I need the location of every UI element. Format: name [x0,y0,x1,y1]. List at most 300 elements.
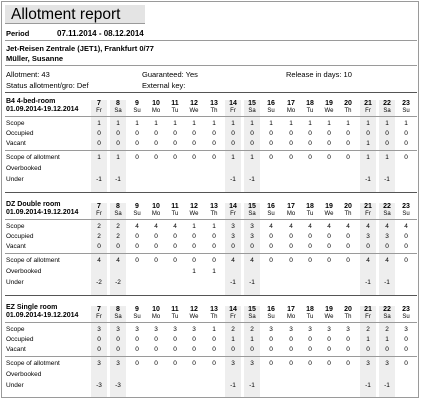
value-cell: 1 [192,120,196,127]
value-cell: 0 [192,257,196,264]
value-cell: 0 [308,140,312,147]
day-number: 12 [190,306,198,313]
value-cell: 4 [366,257,370,264]
value-cell: 3 [97,326,101,333]
value-cell: 0 [289,130,293,137]
day-name: Fr [96,211,102,217]
value-cell: 0 [135,336,139,343]
value-cell: 1 [385,154,389,161]
value-cell: 0 [97,243,101,250]
value-cell: 1 [192,268,196,275]
value-cell: 3 [135,326,139,333]
value-cell: 0 [289,140,293,147]
value-cell: 0 [404,346,408,353]
period-value: 07.11.2014 - 08.12.2014 [57,29,144,38]
value-cell: 0 [97,140,101,147]
value-cell: 2 [116,233,120,240]
value-cell: -1 [230,382,236,389]
day-number: 9 [135,203,139,210]
divider [5,253,417,254]
day-name: Th [210,211,218,217]
value-cell: 0 [173,140,177,147]
day-name: Su [133,108,141,114]
day-name: We [189,314,199,320]
value-cell: 1 [385,120,389,127]
value-cell: 0 [346,257,350,264]
value-cell: 0 [135,243,139,250]
value-cell: 0 [346,140,350,147]
day-number: 14 [229,203,237,210]
row-label: Under [6,176,24,183]
value-cell: 0 [250,346,254,353]
value-cell: 1 [231,154,235,161]
value-cell: 0 [404,360,408,367]
value-cell: 3 [97,360,101,367]
value-cell: 4 [385,223,389,230]
value-cell: 1 [289,120,293,127]
value-cell: 0 [192,233,196,240]
value-cell: 4 [308,223,312,230]
value-cell: 0 [154,360,158,367]
day-number: 18 [306,306,314,313]
value-cell: 0 [135,346,139,353]
value-cell: 2 [116,223,120,230]
value-cell: 1 [212,268,216,275]
day-name: Fr [230,314,236,320]
value-cell: 0 [135,360,139,367]
row-label: Vacant [6,140,26,147]
value-cell: 0 [404,336,408,343]
value-cell: 0 [212,140,216,147]
day-number: 10 [152,100,160,107]
day-name: Sa [248,211,256,217]
day-number: 15 [248,100,256,107]
value-cell: 3 [231,233,235,240]
value-cell: -1 [249,176,255,183]
value-cell: -1 [365,279,371,286]
value-cell: 3 [116,326,120,333]
value-cell: 0 [212,154,216,161]
day-number: 20 [344,306,352,313]
value-cell: 0 [404,243,408,250]
value-cell: 3 [385,233,389,240]
value-cell: 0 [327,257,331,264]
value-cell: 1 [346,120,350,127]
value-cell: 0 [385,243,389,250]
value-cell: 0 [250,243,254,250]
value-cell: 3 [289,326,293,333]
day-name: We [189,211,199,217]
value-cell: 3 [327,326,331,333]
divider [5,322,417,323]
value-cell: 0 [289,233,293,240]
value-cell: 1 [97,120,101,127]
value-cell: 0 [192,336,196,343]
value-cell: 0 [327,154,331,161]
divider [5,150,417,151]
divider [5,116,417,117]
day-name: Fr [230,108,236,114]
allotment-status: Status allotment/gro: Def [6,81,89,90]
value-cell: 1 [173,120,177,127]
value-cell: 0 [289,346,293,353]
value-cell: 4 [154,223,158,230]
day-number: 12 [190,203,198,210]
value-cell: -3 [96,382,102,389]
value-cell: 1 [212,223,216,230]
value-cell: 0 [269,346,273,353]
day-name: Th [210,108,218,114]
value-cell: 3 [366,360,370,367]
value-cell: 0 [97,346,101,353]
day-name: Mo [151,314,161,320]
row-label: Vacant [6,346,26,353]
value-cell: 0 [289,336,293,343]
day-number: 16 [267,203,275,210]
room-section [2,95,419,195]
value-cell: 0 [192,243,196,250]
value-cell: 0 [135,154,139,161]
value-cell: -1 [115,176,121,183]
value-cell: 1 [192,223,196,230]
value-cell: 0 [154,243,158,250]
value-cell: 3 [308,326,312,333]
day-number: 22 [383,100,391,107]
day-number: 13 [210,203,218,210]
value-cell: 0 [404,257,408,264]
section-divider [5,192,417,193]
row-label: Scope [6,120,25,127]
day-name: Sa [114,314,122,320]
value-cell: 0 [308,360,312,367]
day-number: 17 [287,203,295,210]
value-cell: 0 [327,140,331,147]
value-cell: 3 [154,326,158,333]
value-cell: 4 [173,223,177,230]
value-cell: 3 [385,360,389,367]
value-cell: 0 [192,130,196,137]
value-cell: 0 [135,130,139,137]
value-cell: 0 [366,346,370,353]
day-number: 11 [171,203,179,210]
value-cell: 0 [135,257,139,264]
row-label: Scope [6,326,25,333]
value-cell: 1 [269,120,273,127]
value-cell: 0 [116,140,120,147]
value-cell: 0 [212,243,216,250]
value-cell: 0 [269,336,273,343]
value-cell: 0 [346,346,350,353]
company-name: Jet-Reisen Zentrale (JET1), Frankfurt 0/77 [6,44,154,53]
day-name: Sa [114,211,122,217]
value-cell: 1 [250,154,254,161]
value-cell: 3 [346,326,350,333]
value-cell: 0 [154,140,158,147]
day-name: Sa [248,108,256,114]
row-label: Under [6,382,24,389]
value-cell: 0 [308,346,312,353]
value-cell: 0 [327,336,331,343]
day-number: 8 [116,203,120,210]
value-cell: 0 [173,257,177,264]
report-title: Allotment report [11,6,121,23]
value-cell: 1 [366,140,370,147]
day-number: 7 [97,100,101,107]
day-name: Mo [151,108,161,114]
value-cell: 0 [289,257,293,264]
day-number: 18 [306,100,314,107]
value-cell: 0 [97,336,101,343]
day-number: 18 [306,203,314,210]
day-name: We [324,314,334,320]
value-cell: 3 [116,360,120,367]
value-cell: 0 [231,130,235,137]
row-label: Overbooked [6,268,42,275]
day-number: 13 [210,100,218,107]
day-number: 16 [267,306,275,313]
value-cell: 3 [231,360,235,367]
value-cell: 4 [385,257,389,264]
day-number: 15 [248,203,256,210]
value-cell: 1 [366,336,370,343]
day-name: Tu [171,211,179,217]
value-cell: 3 [192,326,196,333]
value-cell: 0 [116,130,120,137]
day-name: Sa [383,314,391,320]
day-number: 19 [325,100,333,107]
value-cell: 0 [269,154,273,161]
value-cell: 1 [135,120,139,127]
value-cell: 0 [404,154,408,161]
value-cell: 0 [212,130,216,137]
release-days: Release in days: 10 [286,70,352,79]
day-number: 7 [97,203,101,210]
day-name: Mo [151,211,161,217]
day-name: Fr [365,314,371,320]
value-cell: 0 [346,130,350,137]
day-number: 10 [152,306,160,313]
room-section [2,198,419,298]
value-cell: 0 [327,346,331,353]
row-label: Overbooked [6,165,42,172]
day-name: Th [344,211,352,217]
row-label: Under [6,279,24,286]
value-cell: 0 [212,257,216,264]
value-cell: 0 [231,243,235,250]
value-cell: 0 [269,360,273,367]
value-cell: 0 [135,140,139,147]
day-number: 17 [287,100,295,107]
value-cell: 0 [289,360,293,367]
day-number: 7 [97,306,101,313]
day-name: We [324,211,334,217]
external-key: External key: [142,81,186,90]
day-name: Sa [383,211,391,217]
value-cell: 0 [212,336,216,343]
value-cell: 0 [173,243,177,250]
value-cell: 4 [231,257,235,264]
room-date-range: 01.09.2014-19.12.2014 [6,312,79,319]
value-cell: 0 [327,130,331,137]
value-cell: 1 [212,120,216,127]
day-number: 23 [402,203,410,210]
divider [5,92,417,93]
value-cell: 0 [231,140,235,147]
value-cell: 0 [154,233,158,240]
value-cell: 0 [269,243,273,250]
value-cell: 2 [97,223,101,230]
day-number: 10 [152,203,160,210]
room-type-name: EZ Single room [6,304,58,311]
value-cell: 0 [289,243,293,250]
day-name: Su [267,211,275,217]
value-cell: 0 [250,140,254,147]
value-cell: 0 [308,243,312,250]
value-cell: -1 [230,176,236,183]
value-cell: 0 [192,140,196,147]
day-name: Th [210,314,218,320]
day-name: Su [267,314,275,320]
value-cell: 0 [385,130,389,137]
value-cell: 1 [250,120,254,127]
divider [5,356,417,357]
guaranteed-status: Guaranteed: Yes [142,70,198,79]
day-number: 9 [135,100,139,107]
value-cell: 1 [366,120,370,127]
contact-person: Müller, Susanne [6,54,64,63]
day-number: 9 [135,306,139,313]
day-name: Mo [286,211,296,217]
value-cell: 0 [154,257,158,264]
day-name: We [189,108,199,114]
row-label: Occupied [6,336,34,343]
day-number: 8 [116,100,120,107]
value-cell: 0 [116,243,120,250]
value-cell: 4 [366,223,370,230]
value-cell: 1 [116,154,120,161]
value-cell: 0 [346,154,350,161]
value-cell: 0 [308,154,312,161]
value-cell: -1 [384,382,390,389]
value-cell: 0 [308,257,312,264]
value-cell: -1 [249,279,255,286]
divider [5,65,417,66]
value-cell: 1 [404,120,408,127]
room-type-name: B4 4-bed-room [6,98,56,105]
value-cell: 0 [173,233,177,240]
room-section [2,301,419,398]
value-cell: 0 [116,336,120,343]
value-cell: -1 [365,382,371,389]
day-name: Tu [171,314,179,320]
value-cell: 0 [366,243,370,250]
day-number: 14 [229,100,237,107]
value-cell: 0 [212,360,216,367]
day-name: Su [133,211,141,217]
value-cell: 0 [173,154,177,161]
day-name: Tu [306,314,314,320]
day-name: Sa [248,314,256,320]
room-date-range: 01.09.2014-19.12.2014 [6,106,79,113]
divider [5,219,417,220]
day-number: 19 [325,306,333,313]
day-number: 11 [171,100,179,107]
value-cell: 4 [250,257,254,264]
day-number: 23 [402,306,410,313]
day-number: 8 [116,306,120,313]
day-name: Fr [230,211,236,217]
room-date-range: 01.09.2014-19.12.2014 [6,209,79,216]
value-cell: 0 [192,346,196,353]
value-cell: 0 [346,243,350,250]
value-cell: -1 [384,176,390,183]
day-name: We [324,108,334,114]
value-cell: 1 [366,154,370,161]
value-cell: 1 [385,336,389,343]
value-cell: 0 [404,130,408,137]
value-cell: -1 [249,382,255,389]
value-cell: 0 [173,360,177,367]
value-cell: 3 [269,326,273,333]
value-cell: 3 [250,233,254,240]
value-cell: 3 [231,223,235,230]
value-cell: 0 [154,130,158,137]
value-cell: 0 [212,346,216,353]
day-number: 23 [402,100,410,107]
value-cell: 0 [404,140,408,147]
day-number: 14 [229,306,237,313]
day-name: Tu [171,108,179,114]
row-label: Vacant [6,243,26,250]
value-cell: -1 [96,176,102,183]
room-type-name: DZ Double room [6,201,61,208]
day-number: 21 [364,100,372,107]
value-cell: 0 [269,140,273,147]
value-cell: 1 [97,154,101,161]
day-name: Su [267,108,275,114]
row-label: Scope of allotment [6,257,60,264]
day-number: 20 [344,100,352,107]
value-cell: 0 [346,233,350,240]
value-cell: 0 [327,243,331,250]
value-cell: 4 [289,223,293,230]
day-name: Sa [383,108,391,114]
value-cell: 1 [231,120,235,127]
day-number: 22 [383,306,391,313]
value-cell: 0 [192,154,196,161]
report-frame [1,1,419,398]
value-cell: 4 [135,223,139,230]
day-number: 11 [171,306,179,313]
value-cell: 3 [366,233,370,240]
day-name: Mo [286,314,296,320]
value-cell: 0 [154,336,158,343]
value-cell: 0 [269,233,273,240]
value-cell: 0 [192,360,196,367]
day-number: 20 [344,203,352,210]
value-cell: 2 [366,326,370,333]
row-label: Occupied [6,130,34,137]
day-name: Fr [96,314,102,320]
day-name: Tu [306,211,314,217]
value-cell: 1 [250,336,254,343]
value-cell: 0 [135,233,139,240]
value-cell: 4 [116,257,120,264]
value-cell: 2 [385,326,389,333]
value-cell: 4 [327,223,331,230]
day-name: Tu [306,108,314,114]
day-name: Su [402,211,410,217]
